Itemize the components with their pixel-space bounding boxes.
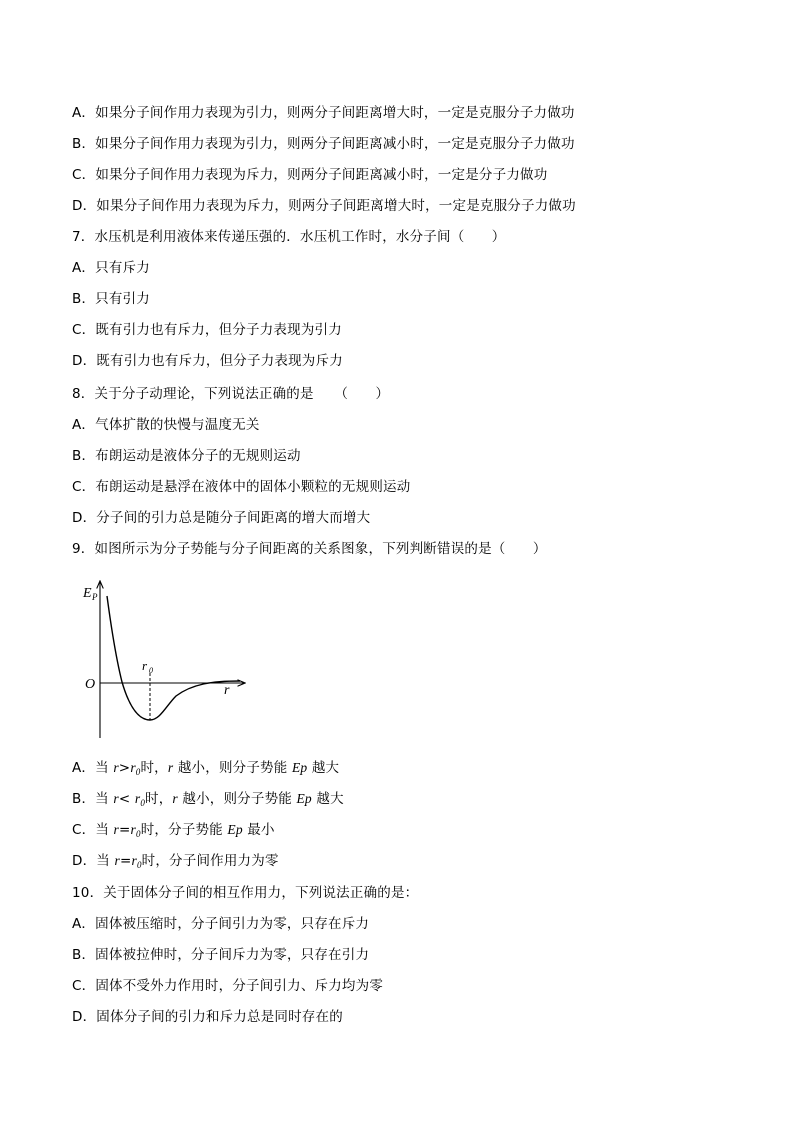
q7-option-c: C．既有引力也有斥力，但分子力表现为引力 bbox=[72, 322, 342, 338]
y-axis-label-sub: P bbox=[92, 592, 98, 602]
x-axis-label: r bbox=[224, 683, 230, 698]
q10-stem: 10．关于固体分子间的相互作用力，下列说法正确的是： bbox=[72, 885, 419, 901]
q7-option-b: B．只有引力 bbox=[72, 291, 150, 307]
r0-label-sub: 0 bbox=[149, 666, 153, 675]
q6-option-a: A．如果分子间作用力表现为引力，则两分子间距离增大时，一定是克服分子力做功 bbox=[72, 105, 575, 121]
q10-option-a: A．固体被压缩时，分子间引力为零，只存在斥力 bbox=[72, 916, 370, 932]
q6-option-d: D．如果分子间作用力表现为斥力，则两分子间距离增大时，一定是克服分子力做功 bbox=[72, 198, 576, 214]
q8-stem: 8．关于分子动理论，下列说法正确的是 （ ） bbox=[72, 386, 390, 402]
q8-option-c: C．布朗运动是悬浮在液体中的固体小颗粒的无规则运动 bbox=[72, 479, 411, 495]
q8-option-b: B．布朗运动是液体分子的无规则运动 bbox=[72, 448, 301, 464]
q10-option-c: C．固体不受外力作用时，分子间引力、斥力均为零 bbox=[72, 978, 384, 994]
potential-energy-graph bbox=[80, 578, 250, 743]
q10-option-d: D．固体分子间的引力和斥力总是同时存在的 bbox=[72, 1009, 343, 1025]
q7-stem: 7．水压机是利用液体来传递压强的．水压机工作时，水分子间（ ） bbox=[72, 229, 506, 245]
q8-option-d: D．分子间的引力总是随分子间距离的增大而增大 bbox=[72, 510, 371, 526]
origin-label: O bbox=[85, 677, 96, 692]
q9-option-a: A．当 $r>r_0$时，r 越小，则分子势能 Ep 越大 bbox=[72, 760, 340, 777]
q7-option-a: A．只有斥力 bbox=[72, 260, 150, 276]
q9-option-d: D．当 $r=r_0$时，分子间作用力为零 bbox=[72, 853, 279, 870]
y-axis-label: E bbox=[83, 586, 92, 601]
q9-option-b: B．当 $r< r_0$时，r 越小，则分子势能 Ep 越大 bbox=[72, 791, 344, 808]
q6-option-b: B．如果分子间作用力表现为引力，则两分子间距离减小时，一定是克服分子力做功 bbox=[72, 136, 575, 152]
q9-stem: 9．如图所示为分子势能与分子间距离的关系图象，下列判断错误的是（ ） bbox=[72, 541, 547, 557]
potential-energy-curve bbox=[107, 596, 240, 720]
q7-option-d: D．既有引力也有斥力，但分子力表现为斥力 bbox=[72, 353, 343, 369]
q8-option-a: A．气体扩散的快慢与温度无关 bbox=[72, 417, 260, 433]
r0-label: r bbox=[142, 658, 148, 673]
q10-option-b: B．固体被拉伸时，分子间斥力为零，只存在引力 bbox=[72, 947, 370, 963]
q9-option-c: C．当 $r=r_0$时，分子势能 Ep 最小 bbox=[72, 822, 275, 839]
q6-option-c: C．如果分子间作用力表现为斥力，则两分子间距离减小时，一定是分子力做功 bbox=[72, 167, 548, 183]
